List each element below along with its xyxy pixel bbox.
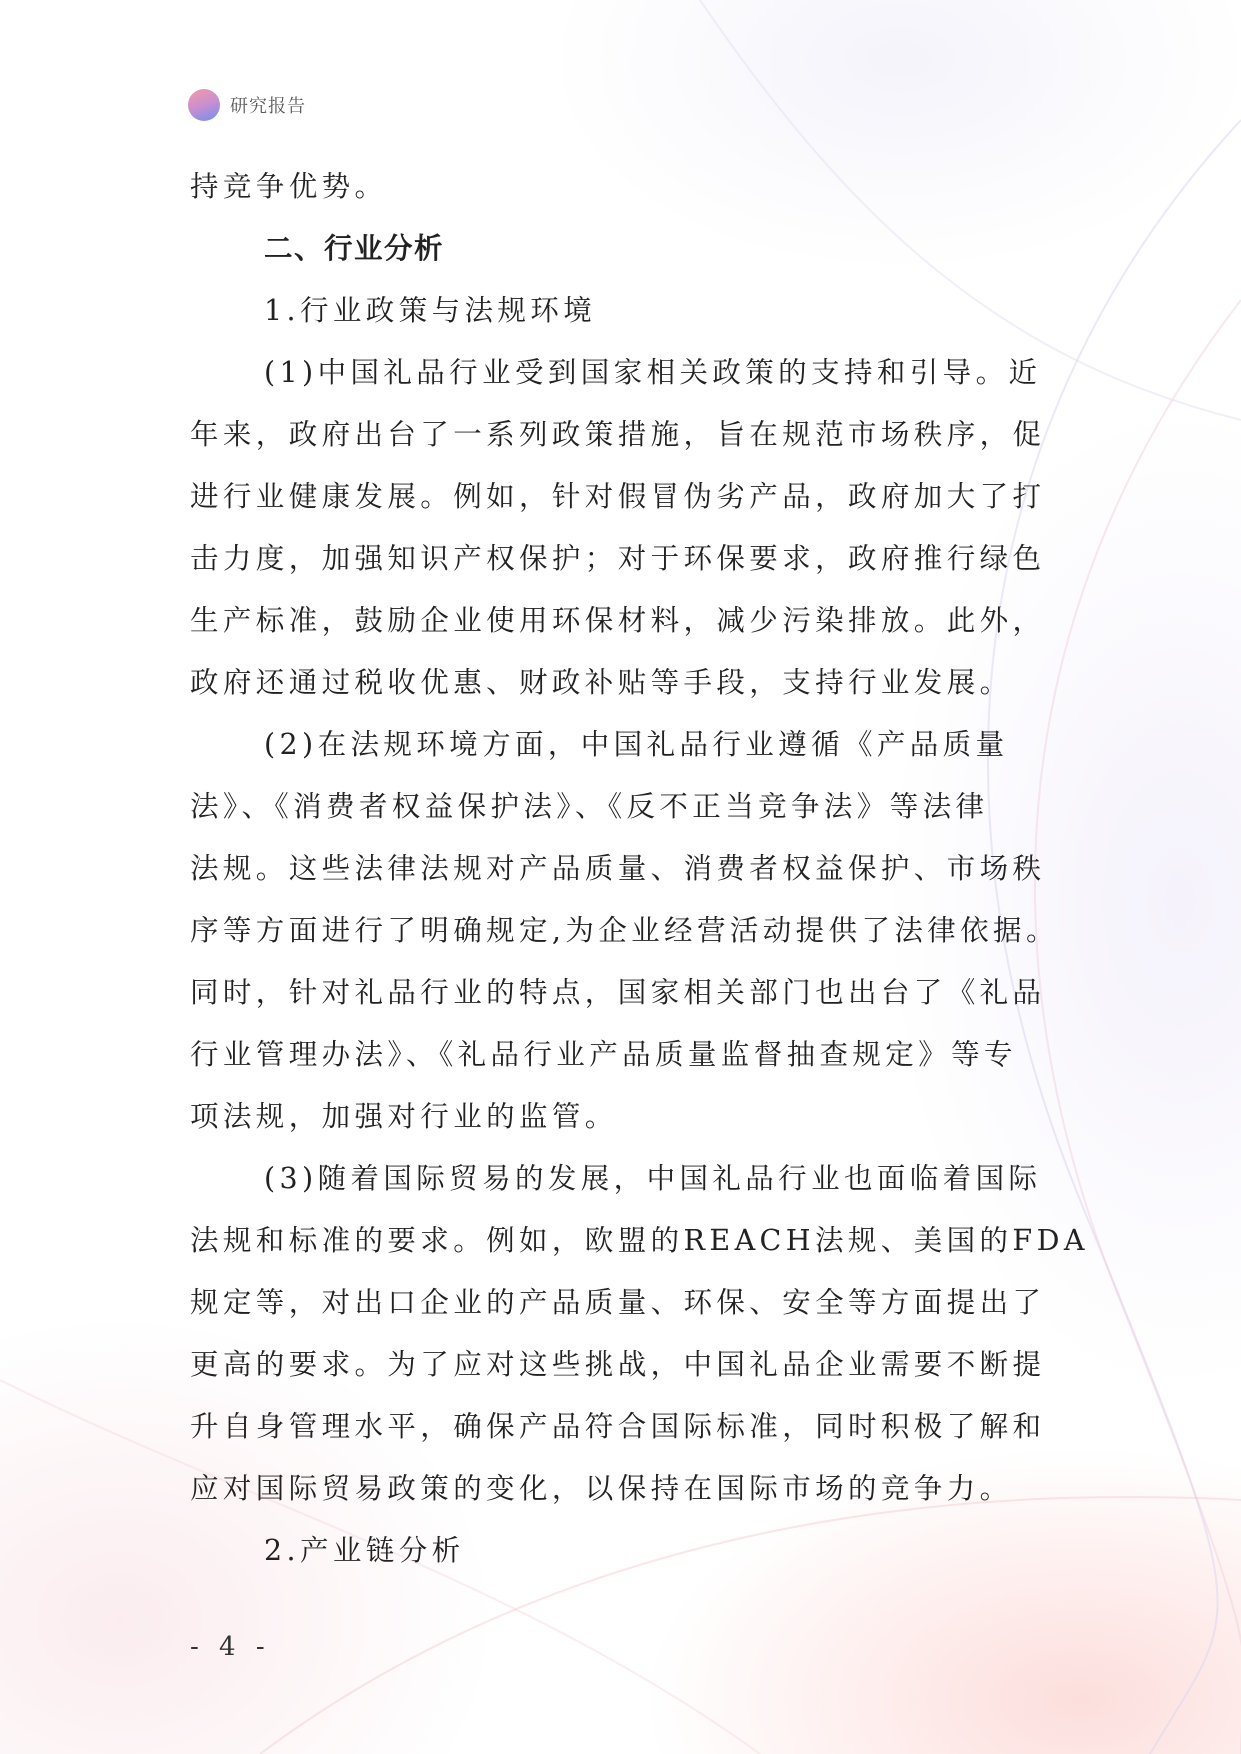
paragraph-line: 法规。这些法律法规对产品质量、消费者权益保护、市场秩 bbox=[190, 852, 1046, 885]
paragraph-line: 年来，政府出台了一系列政策措施，旨在规范市场秩序，促 bbox=[190, 418, 1046, 451]
paragraph-line: 法》、《消费者权益保护法》、《反不正当竞争法》等法律 bbox=[190, 790, 989, 823]
paragraph-line: 项法规，加强对行业的监管。 bbox=[190, 1100, 618, 1133]
paragraph-line: 行业管理办法》、《礼品行业产品质量监督抽查规定》等专 bbox=[190, 1038, 1017, 1071]
header-title: 研究报告 bbox=[230, 96, 306, 117]
section-heading: 二、行业分析 bbox=[264, 232, 445, 265]
paragraph-line: 政府还通过税收优惠、财政补贴等手段，支持行业发展。 bbox=[190, 666, 1013, 699]
paragraph-line: 进行业健康发展。例如，针对假冒伪劣产品，政府加大了打 bbox=[190, 480, 1046, 513]
paragraph-line: 序等方面进行了明确规定,为企业经营活动提供了法律依据。 bbox=[190, 914, 1059, 947]
paragraph-line: 应对国际贸易政策的变化，以保持在国际市场的竞争力。 bbox=[190, 1472, 1013, 1505]
paragraph-line: 规定等，对出口企业的产品质量、环保、安全等方面提出了 bbox=[190, 1286, 1046, 1319]
document-body bbox=[190, 156, 1089, 1582]
report-logo-icon bbox=[188, 89, 220, 121]
paragraph-line: 法规和标准的要求。例如，欧盟的REACH法规、美国的FDA bbox=[190, 1224, 1089, 1257]
paragraph-line: 生产标准，鼓励企业使用环保材料，减少污染排放。此外， bbox=[190, 604, 1046, 637]
paragraph-line: (1)中国礼品行业受到国家相关政策的支持和引导。近 bbox=[264, 356, 1042, 389]
page-number: - 4 - bbox=[190, 1632, 271, 1662]
paragraph-line: 同时，针对礼品行业的特点，国家相关部门也出台了《礼品 bbox=[190, 976, 1046, 1009]
paragraph-line: 升自身管理水平，确保产品符合国际标准，同时积极了解和 bbox=[190, 1410, 1046, 1443]
paragraph-line: 击力度，加强知识产权保护；对于环保要求，政府推行绿色 bbox=[190, 542, 1046, 575]
report-header bbox=[188, 89, 306, 121]
subsection-heading: 2.产业链分析 bbox=[264, 1534, 465, 1567]
paragraph-line: 持竞争优势。 bbox=[190, 170, 388, 203]
subsection-heading: 1.行业政策与法规环境 bbox=[264, 294, 597, 327]
paragraph-line: (3)随着国际贸易的发展，中国礼品行业也面临着国际 bbox=[264, 1162, 1042, 1195]
paragraph-line: (2)在法规环境方面，中国礼品行业遵循《产品质量 bbox=[264, 728, 1009, 761]
paragraph-line: 更高的要求。为了应对这些挑战，中国礼品企业需要不断提 bbox=[190, 1348, 1046, 1381]
